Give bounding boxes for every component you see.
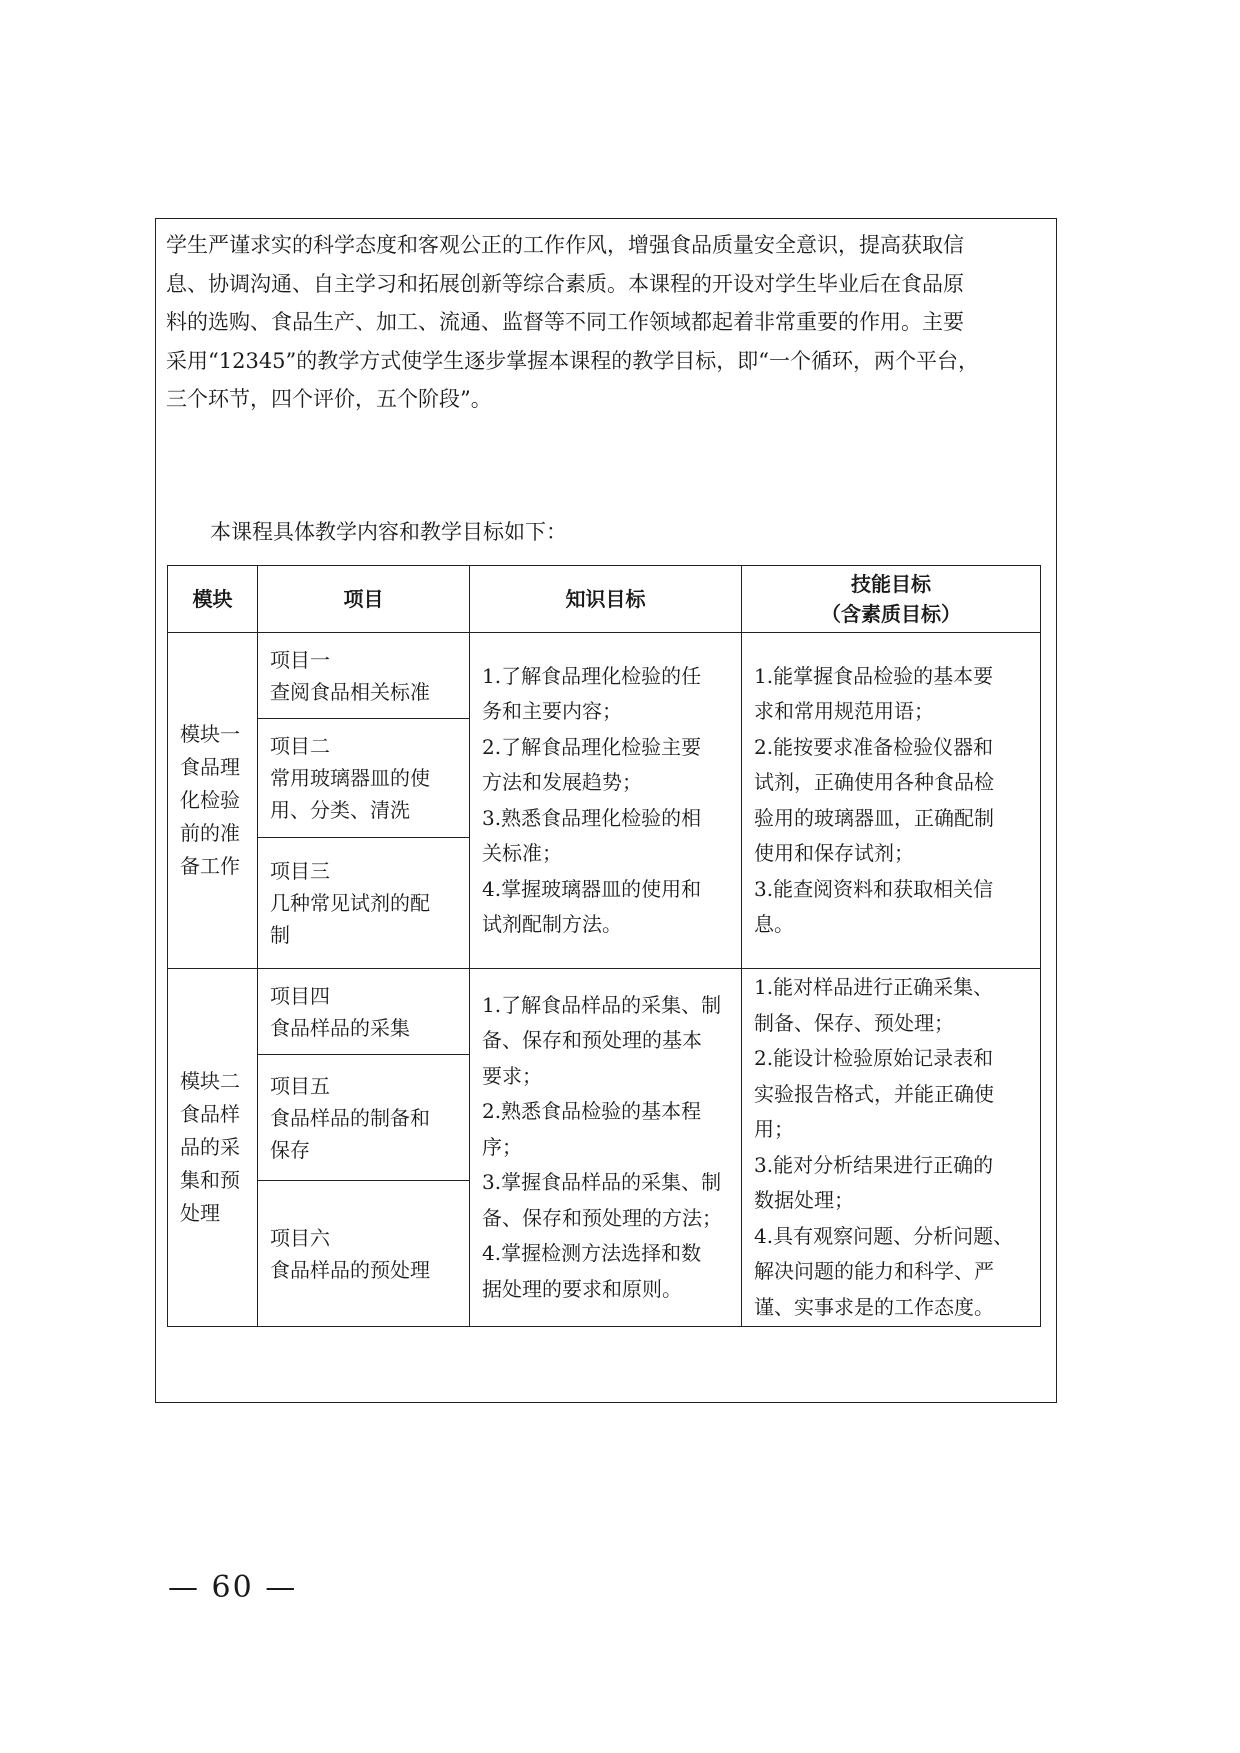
module-name-line: 模块二: [180, 1069, 240, 1093]
project-line: 项目二: [270, 734, 330, 758]
skill-goal-line: 制备、保存、预处理；: [754, 1010, 954, 1035]
project-cell: [258, 719, 470, 838]
intro-paragraph: [166, 226, 1048, 419]
skill-goal-line: 验用的玻璃器皿，正确配制: [754, 805, 994, 830]
project-cell: [258, 969, 470, 1055]
skill-goal-line: 谨、实事求是的工作态度。: [754, 1294, 994, 1319]
project-line: 保存: [270, 1137, 310, 1162]
knowledge-goal-line: 务和主要内容；: [482, 699, 622, 723]
skill-goal-line: 4.具有观察问题、分析问题、: [754, 1223, 1014, 1248]
module-name-line: 前的准: [180, 821, 240, 845]
table-body: [168, 633, 1041, 1327]
knowledge-goal-line: 备、保存和预处理的方法；: [482, 1205, 722, 1230]
knowledge-goal-line: 备、保存和预处理的基本: [482, 1028, 702, 1053]
header-project: 项目: [258, 566, 470, 633]
skill-goal-line: 使用和保存试剂；: [754, 841, 914, 865]
project-line: 食品样品的采集: [270, 1015, 410, 1040]
project-line: 食品样品的制备和: [270, 1105, 430, 1130]
module-name-cell: [168, 969, 258, 1327]
project-line: 项目四: [270, 983, 330, 1008]
intro-line: 采用“12345”的教学方式使学生逐步掌握本课程的教学目标，即“一个循环，两个平台，: [166, 348, 980, 373]
header-knowledge: 知识目标: [470, 566, 742, 633]
knowledge-goal-cell: [470, 969, 742, 1327]
knowledge-goal-line: 1.了解食品样品的采集、制: [482, 992, 722, 1017]
skill-goal-line: 实验报告格式，并能正确使: [754, 1081, 994, 1106]
knowledge-goal-line: 2.熟悉食品检验的基本程: [482, 1099, 702, 1124]
knowledge-goal-line: 要求；: [482, 1063, 542, 1088]
project-cell: [258, 838, 470, 969]
knowledge-goal-line: 4.掌握检测方法选择和数: [482, 1241, 702, 1266]
header-skill: [742, 566, 1041, 633]
project-line: 常用玻璃器皿的使: [270, 766, 430, 790]
knowledge-goal-line: 4.掌握玻璃器皿的使用和: [482, 876, 702, 901]
project-line: 查阅食品相关标准: [270, 679, 430, 704]
knowledge-goal-line: 3.掌握食品样品的采集、制: [482, 1170, 722, 1195]
project-line: 食品样品的预处理: [270, 1257, 430, 1282]
project-line: 项目六: [270, 1225, 330, 1250]
knowledge-goal-line: 关标准；: [482, 841, 562, 865]
project-line: 制: [270, 923, 290, 947]
intro-line: 料的选购、食品生产、加工、流通、监督等不同工作领域都起着非常重要的作用。主要: [166, 310, 964, 335]
skill-goal-line: 1.能掌握食品检验的基本要: [754, 663, 994, 688]
module-name-line: 处理: [180, 1201, 220, 1225]
module-name-line: 集和预: [180, 1168, 240, 1192]
skill-goal-line: 息。: [754, 912, 794, 936]
module-name-cell: [168, 633, 258, 969]
skill-goal-cell: [742, 633, 1041, 969]
project-line: 用、分类、清洗: [270, 798, 410, 822]
header-skill-title: 技能目标: [851, 572, 931, 596]
intro-line: 学生严谨求实的科学态度和客观公正的工作作风，增强食品质量安全意识，提高获取信: [166, 233, 964, 257]
knowledge-goal-line: 2.了解食品理化检验主要: [482, 734, 702, 759]
skill-goal-line: 3.能对分析结果进行正确的: [754, 1152, 994, 1177]
project-line: 几种常见试剂的配: [270, 891, 430, 915]
intro-line: 三个环节，四个评价，五个阶段”。: [166, 387, 492, 412]
knowledge-goal-cell: [470, 633, 742, 969]
project-line: 项目一: [270, 647, 330, 672]
skill-goal-line: 试剂，正确使用各种食品检: [754, 770, 994, 794]
table-header-row: [168, 566, 1041, 633]
skill-goal-line: 2.能设计检验原始记录表和: [754, 1046, 994, 1070]
table-row: [168, 633, 1041, 719]
module-name-line: 备工作: [180, 854, 240, 878]
skill-goal-cell: [742, 969, 1041, 1327]
project-cell: [258, 633, 470, 719]
project-line: 项目三: [270, 859, 330, 883]
module-name-line: 化检验: [180, 788, 240, 812]
skill-goal-line: 求和常用规范用语；: [754, 699, 934, 723]
intro-lead-sentence: 本课程具体教学内容和教学目标如下：: [210, 520, 567, 544]
knowledge-goal-line: 试剂配制方法。: [482, 912, 622, 936]
table-row: [168, 969, 1041, 1055]
course-content-table: [167, 565, 1041, 1327]
skill-goal-line: 2.能按要求准备检验仪器和: [754, 734, 994, 759]
page-number: — 60 —: [168, 1570, 298, 1605]
module-name-line: 食品样: [180, 1102, 240, 1126]
knowledge-goal-line: 方法和发展趋势；: [482, 770, 642, 794]
knowledge-goal-line: 据处理的要求和原则。: [482, 1276, 682, 1301]
project-line: 项目五: [270, 1073, 330, 1098]
module-name-line: 食品理: [180, 755, 240, 779]
project-cell: [258, 1181, 470, 1327]
skill-goal-line: 3.能查阅资料和获取相关信: [754, 876, 994, 901]
knowledge-goal-line: 3.熟悉食品理化检验的相: [482, 805, 702, 830]
knowledge-goal-line: 序；: [482, 1134, 522, 1159]
skill-goal-line: 数据处理；: [754, 1188, 854, 1212]
intro-line: 息、协调沟通、自主学习和拓展创新等综合素质。本课程的开设对学生毕业后在食品原: [166, 271, 964, 296]
header-skill-subtitle: （含素质目标）: [821, 602, 961, 626]
header-module: 模块: [168, 566, 258, 633]
project-cell: [258, 1055, 470, 1181]
skill-goal-line: 用；: [754, 1117, 794, 1141]
knowledge-goal-line: 1.了解食品理化检验的任: [482, 663, 702, 688]
module-name-line: 模块一: [180, 722, 240, 746]
skill-goal-line: 解决问题的能力和科学、严: [754, 1259, 994, 1283]
skill-goal-line: 1.能对样品进行正确采集、: [754, 975, 994, 999]
module-name-line: 品的采: [180, 1135, 240, 1159]
